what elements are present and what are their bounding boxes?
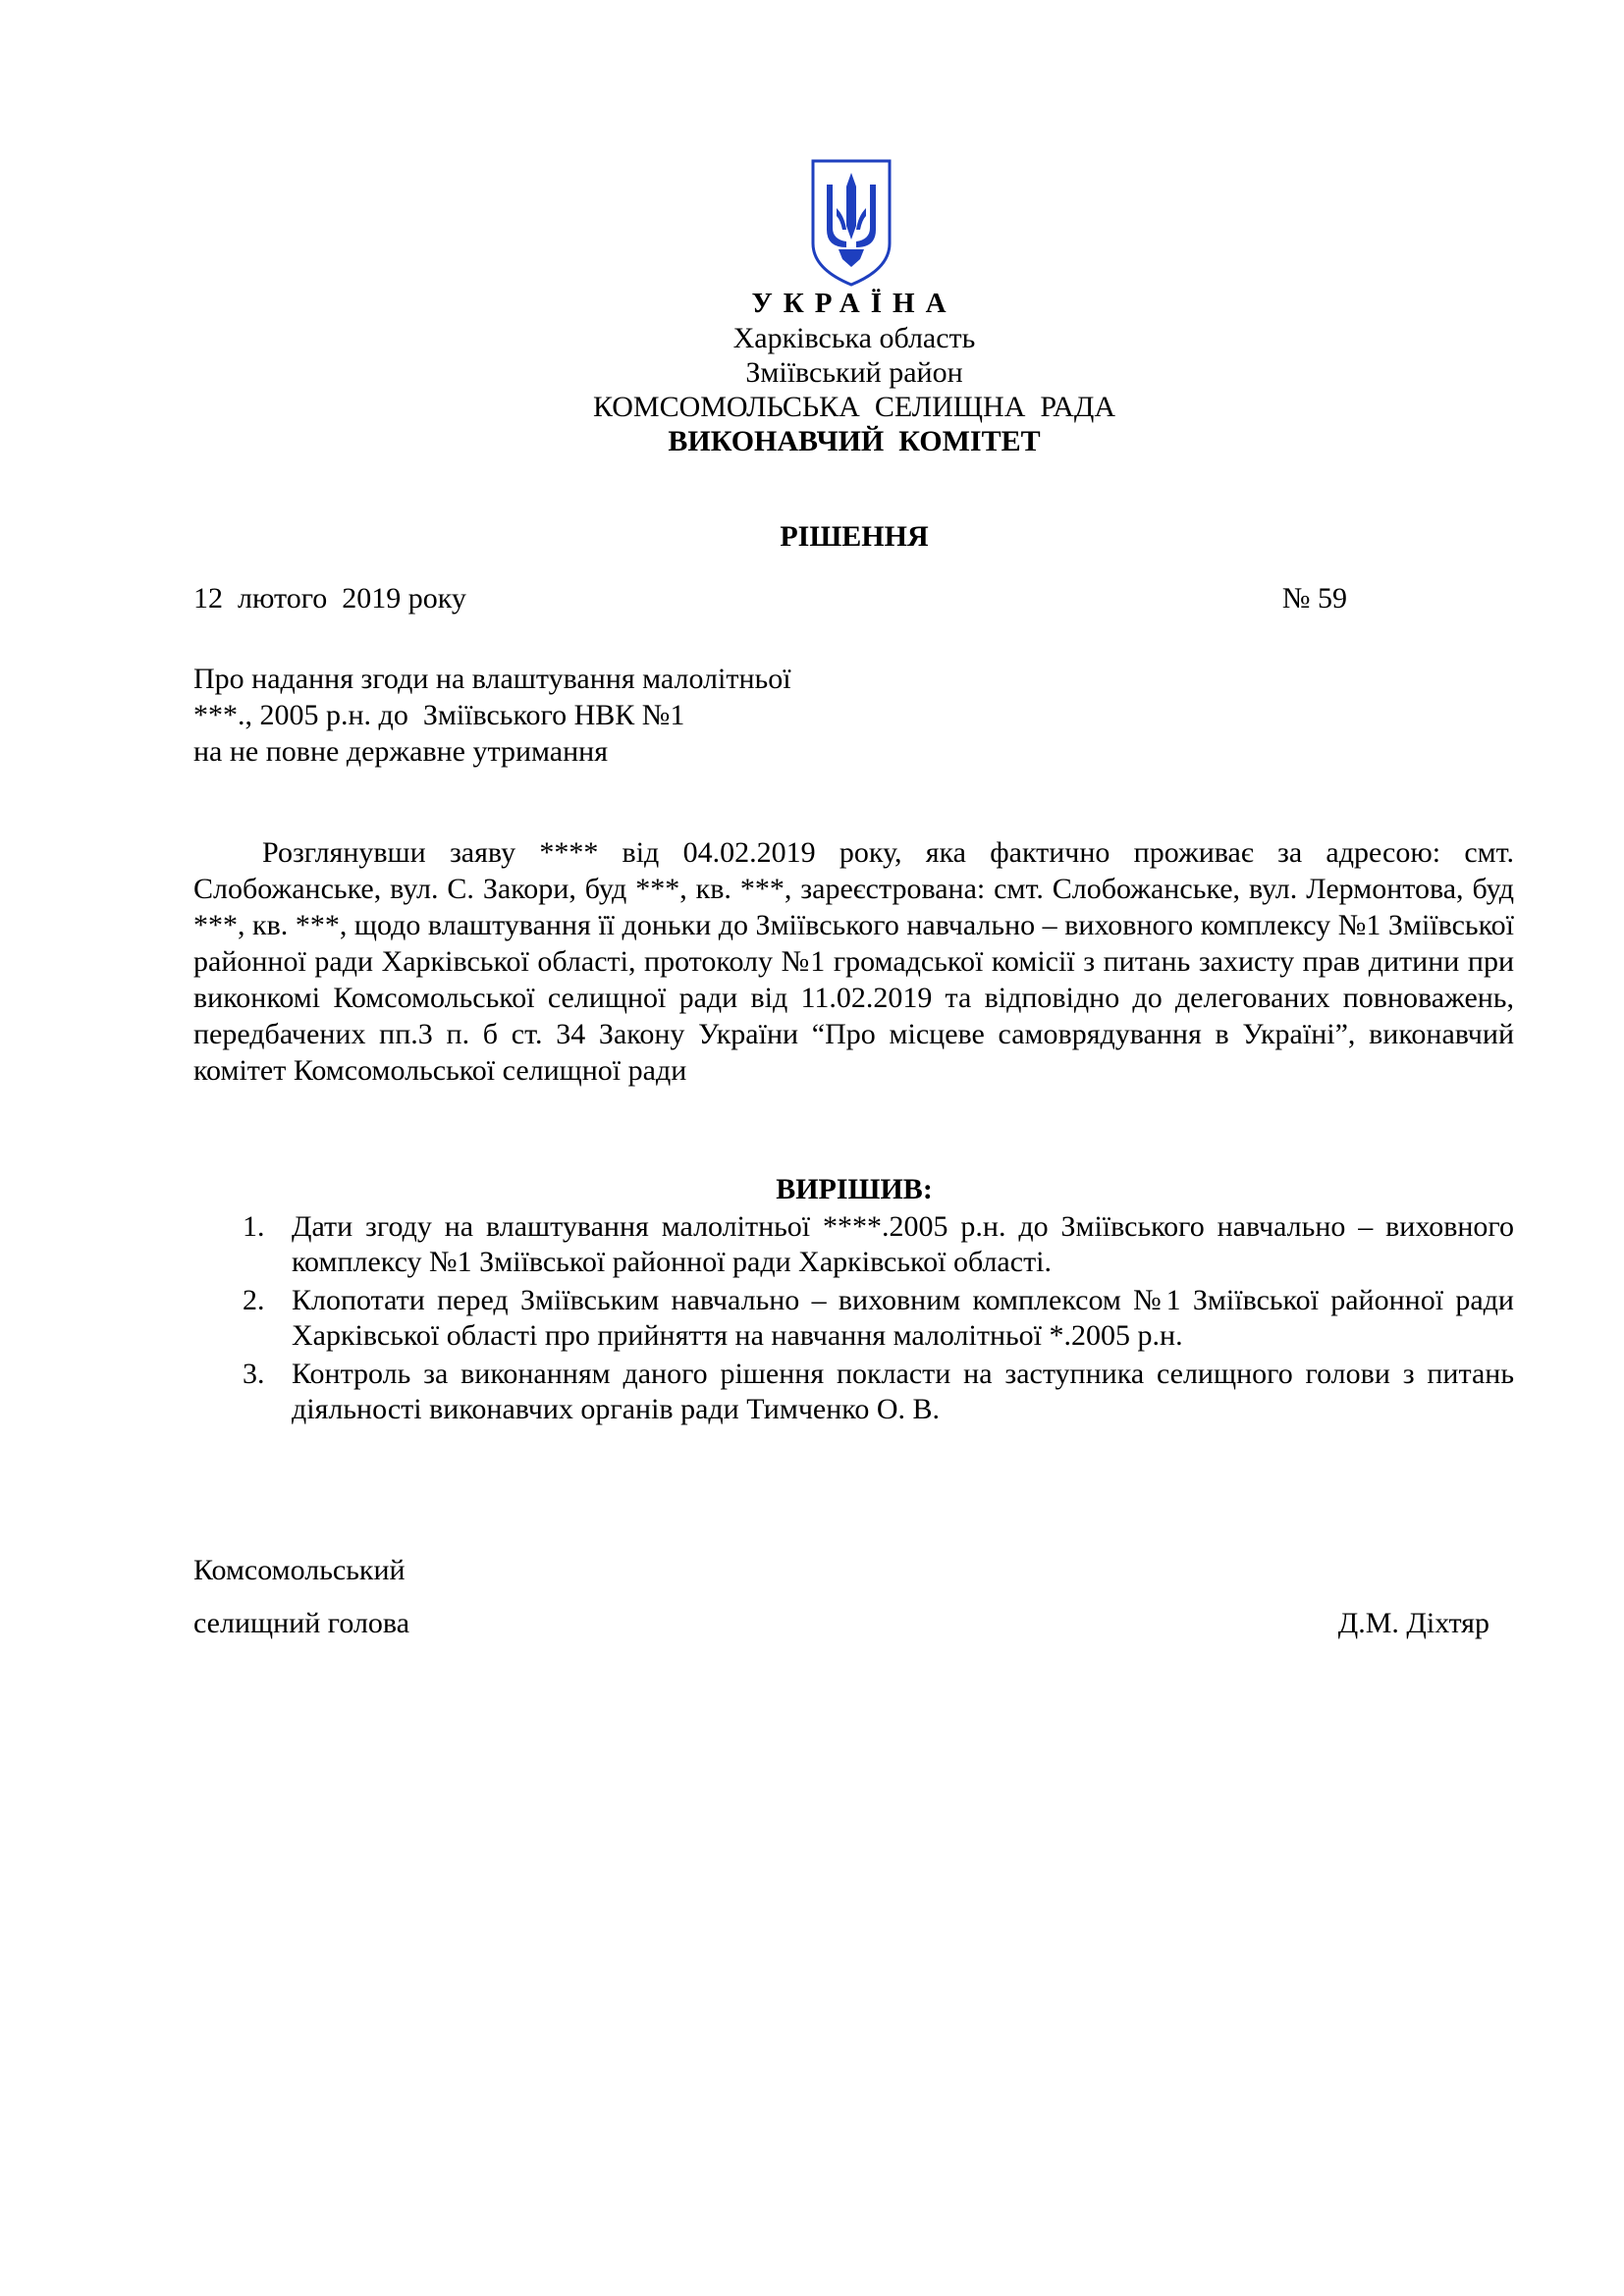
point-text: Клопотати перед Зміївським навчально – виховним комплексом №1 Зміївської районної ради Харківської області про прийняття на навчання малолітньої *.2005 р.н. <box>292 1284 1514 1352</box>
decided-heading: ВИРІШИВ: <box>776 1173 933 1205</box>
point-text: Дати згоду на влаштування малолітньої ****.2005 р.н. до Зміївського навчально – виховного комплексу №1 Зміївської районної ради Харківської області. <box>292 1210 1514 1278</box>
signatory-name: Д.М. Діхтяр <box>1337 1607 1489 1639</box>
region-name: Харківська область <box>732 322 976 354</box>
decision-date: 12 лютого 2019 року <box>193 582 466 614</box>
document-header <box>0 287 1624 458</box>
point-number: 1. <box>243 1210 265 1243</box>
document-title: РІШЕННЯ <box>780 520 929 553</box>
resolution-point <box>193 1357 1514 1427</box>
committee-name: ВИКОНАВЧИЙ КОМІТЕТ <box>668 425 1041 457</box>
country-name: УКРАЇНА <box>751 288 957 319</box>
signatory-position-line2: селищний голова <box>193 1607 410 1639</box>
point-number: 3. <box>243 1358 265 1390</box>
coat-of-arms-trident-icon <box>809 157 893 289</box>
resolution-points <box>193 1209 1514 1430</box>
preamble-paragraph: Розглянувши заяву **** від 04.02.2019 року, яка фактично проживає за адресою: смт. Слобожанське, вул. С. Закори, буд ***, кв. ***, зареєстрована: смт. Слобожанське, вул. Лермонтова, буд ***, кв. ***, щодо влаштування її доньки до Зміївського навчально – виховного комплексу №1 Зміївської районної ради Харківської області, протоколу №1 громадської комісії з питань захисту прав дитини при виконкомі Комсомольської селищної ради від 11.02.2019 та відповідно до делегованих повноважень, передбачених пп.3 п. б ст. 34 Закону України “Про місцеве самоврядування в Україні”, виконавчий комітет Комсомольської селищної ради <box>193 836 1514 1087</box>
signature-block <box>193 1544 1489 1650</box>
point-number: 2. <box>243 1284 265 1316</box>
decision-number: № 59 <box>1281 582 1347 614</box>
decision-subject <box>193 661 791 770</box>
point-text: Контроль за виконанням даного рішення покласти на заступника селищного голови з питань діяльності виконавчих органів ради Тимченко О. В. <box>292 1358 1514 1425</box>
resolution-point <box>193 1283 1514 1354</box>
resolution-point <box>193 1209 1514 1280</box>
subject-line: на не повне державне утримання <box>193 735 609 768</box>
subject-line: Про надання згоди на влаштування малолітньої <box>193 663 791 695</box>
signatory-position-line1: Комсомольський <box>193 1554 406 1586</box>
district-name: Зміївський район <box>745 356 963 389</box>
subject-line: ***., 2005 р.н. до Зміївського НВК №1 <box>193 699 685 731</box>
council-name: КОМСОМОЛЬСЬКА СЕЛИЩНА РАДА <box>592 391 1116 423</box>
